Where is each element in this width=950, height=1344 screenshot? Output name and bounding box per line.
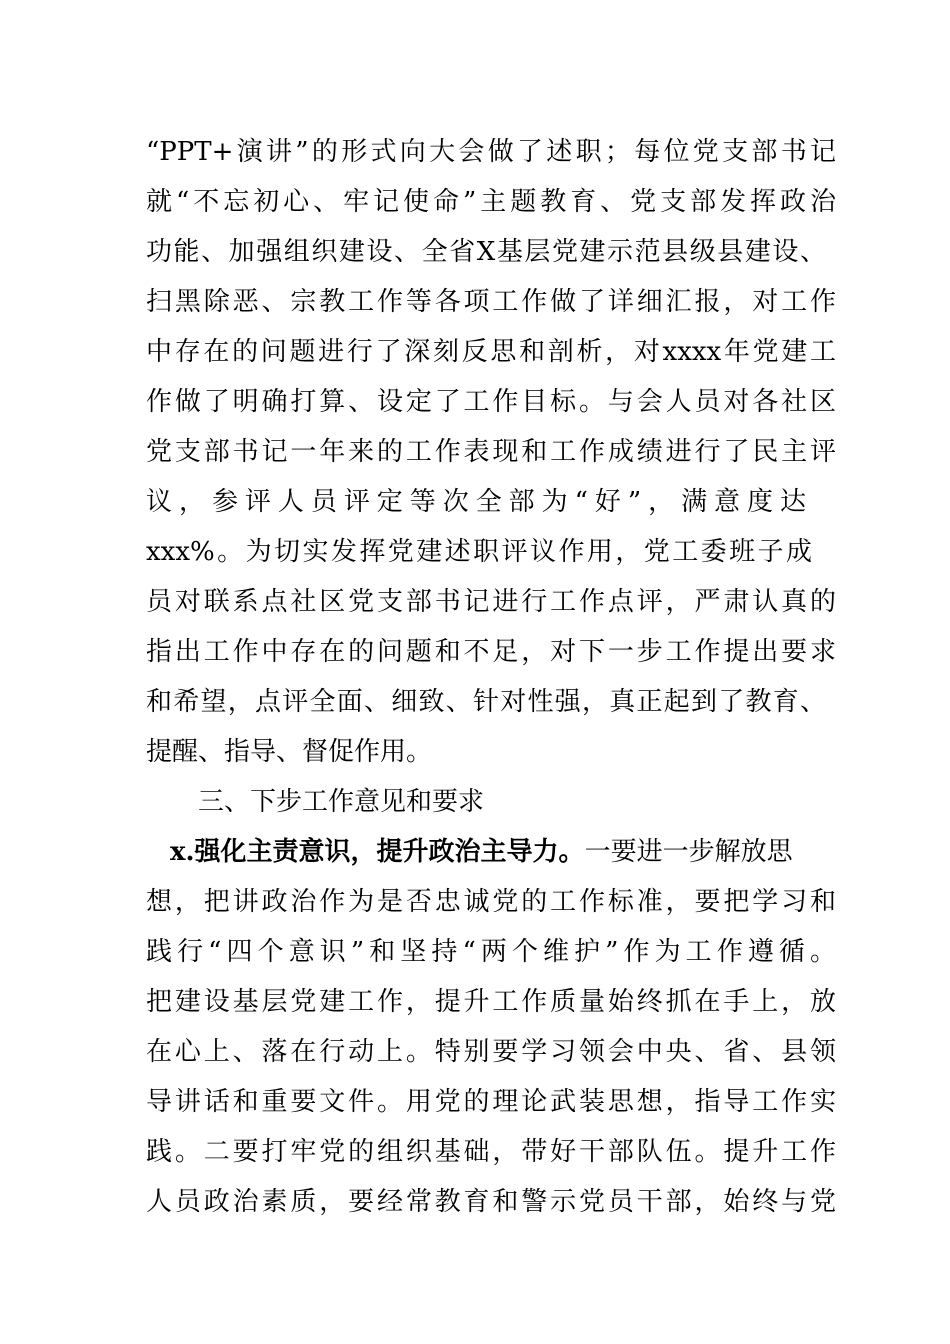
paragraph-2-lead-bold: x.强化主责意识，提升政治主导力。 <box>170 837 585 867</box>
paragraph-1-line-4: 扫黑除恶、宗教工作等各项工作做了详细汇报，对工作 <box>146 287 836 317</box>
paragraph-1-line-5: 中存在的问题进行了深刻反思和剖析，对xxxx年党建工 <box>146 337 836 367</box>
paragraph-1-line-2: 就“不忘初心、牢记使命”主题教育、党支部发挥政治 <box>146 187 836 217</box>
paragraph-2-line-2: 想，把讲政治作为是否忠诚党的工作标准，要把学习和 <box>146 887 836 917</box>
paragraph-1-line-6: 作做了明确打算、设定了工作目标。与会人员对各社区 <box>146 387 836 417</box>
paragraph-2-lead-rest: 一要进一步解放思 <box>584 837 793 867</box>
paragraph-1-line-12: 和希望，点评全面、细致、针对性强，真正起到了教育、 <box>146 687 826 717</box>
paragraph-1-line-10: 员对联系点社区党支部书记进行工作点评，严肃认真的 <box>146 587 836 617</box>
paragraph-2-line-4: 把建设基层党建工作，提升工作质量始终抓在手上，放 <box>146 987 836 1017</box>
section-heading: 三、下步工作意见和要求 <box>198 787 485 817</box>
paragraph-2-line-1 <box>170 835 806 869</box>
paragraph-1-line-13: 提醒、指导、督促作用。 <box>146 737 433 767</box>
paragraph-2-line-6: 导讲话和重要文件。用党的理论武装思想，指导工作实 <box>146 1087 836 1117</box>
paragraph-1-line-9: xxx%。为切实发挥党建述职评议作用，党工委班子成 <box>146 537 812 567</box>
paragraph-2-line-7: 践。二要打牢党的组织基础，带好干部队伍。提升工作 <box>146 1137 836 1167</box>
paragraph-1-line-11: 指出工作中存在的问题和不足，对下一步工作提出要求 <box>146 637 836 667</box>
paragraph-2-line-8: 人员政治素质，要经常教育和警示党员干部，始终与党 <box>146 1187 836 1217</box>
paragraph-1-line-7: 党支部书记一年来的工作表现和工作成绩进行了民主评 <box>146 437 836 467</box>
paragraph-2-line-5: 在心上、落在行动上。特别要学习领会中央、省、县领 <box>146 1037 836 1067</box>
paragraph-1-line-3: 功能、加强组织建设、全省X基层党建示范县级县建设、 <box>146 237 826 267</box>
paragraph-2-line-3: 践行“四个意识”和坚持“两个维护”作为工作遵循。 <box>146 937 836 967</box>
paragraph-1-line-8: 议，参评人员评定等次全部为“好”，满意度达 <box>146 487 806 517</box>
paragraph-1-line-1: “PPT+演讲”的形式向大会做了述职；每位党支部书记 <box>146 137 836 167</box>
